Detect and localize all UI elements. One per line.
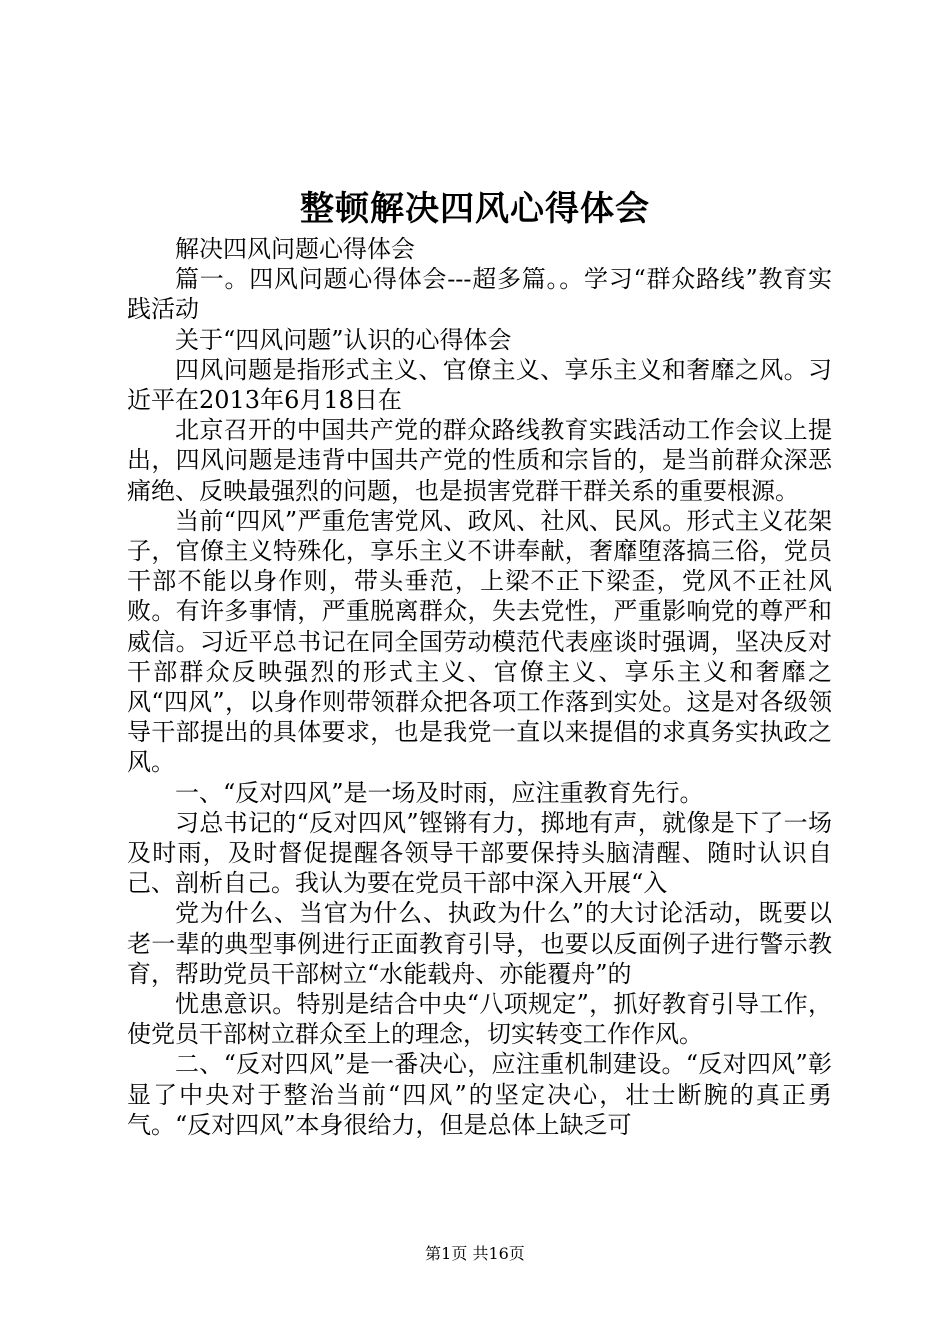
paragraph: 党为什么、当官为什么、执政为什么”的大讨论活动，既要以老一辈的典型事例进行正面教育引导，也要以反面例子进行警示教育，帮助党员干部树立“水能载舟、亦能覆舟”的 [127, 899, 832, 988]
paragraph: 关于“四风问题”认识的心得体会 [175, 325, 512, 354]
paragraph: 忧患意识。特别是结合中央“八项规定”，抓好教育引导工作，使党员干部树立群众至上的理念，切实转变工作作风。 [127, 990, 832, 1049]
paragraph: 一、“反对四风”是一场及时雨，应注重教育先行。 [175, 778, 704, 807]
page-indicator: 第1页 共16页 [425, 1244, 525, 1263]
paragraph: 习总书记的“反对四风”铿锵有力，掷地有声，就像是下了一场及时雨，及时督促提醒各领导干部要保持头脑清醒、随时认识自己、剖析自己。我认为要在党员干部中深入开展“入 [127, 808, 832, 898]
paragraph: 二、“反对四风”是一番决心，应注重机制建设。“反对四风”彰显了中央对于整治当前“四风”的坚定决心，壮士断腕的真正勇气。“反对四风”本身很给力，但是总体上缺乏可 [127, 1050, 832, 1139]
page-title: 整顿解决四风心得体会 [300, 189, 650, 229]
document-body [127, 234, 832, 1140]
paragraph: 四风问题是指形式主义、官僚主义、享乐主义和奢靡之风。习近平在2013年6月18日在 [127, 355, 832, 415]
paragraph: 解决四风问题心得体会 [175, 235, 415, 263]
paragraph: 北京召开的中国共产党的群众路线教育实践活动工作会议上提出，四风问题是违背中国共产党的性质和宗旨的，是当前群众深恶痛绝、反映最强烈的问题，也是损害党群干群关系的重要根源。 [127, 416, 832, 505]
paragraph: 当前“四风”严重危害党风、政风、社风、民风。形式主义花架子，官僚主义特殊化，享乐主义不讲奉献，奢靡堕落搞三俗，党员干部不能以身作则，带头垂范，上梁不正下梁歪，党风不正社风败。有许多事情，严重脱离群众，失去党性，严重影响党的尊严和威信。习近平总书记在同全国劳动模范代表座谈时强调，坚决反对干部群众反映强烈的形式主义、官僚主义、享乐主义和奢靡之风“四风”，以身作则带领群众把各项工作落到实处。这是对各级领导干部提出的具体要求，也是我党一直以来提倡的求真务实执政之风。 [127, 506, 832, 777]
page-footer [0, 1244, 950, 1264]
paragraph: 篇一。四风问题心得体会---超多篇。。学习“群众路线”教育实践活动 [127, 265, 832, 324]
